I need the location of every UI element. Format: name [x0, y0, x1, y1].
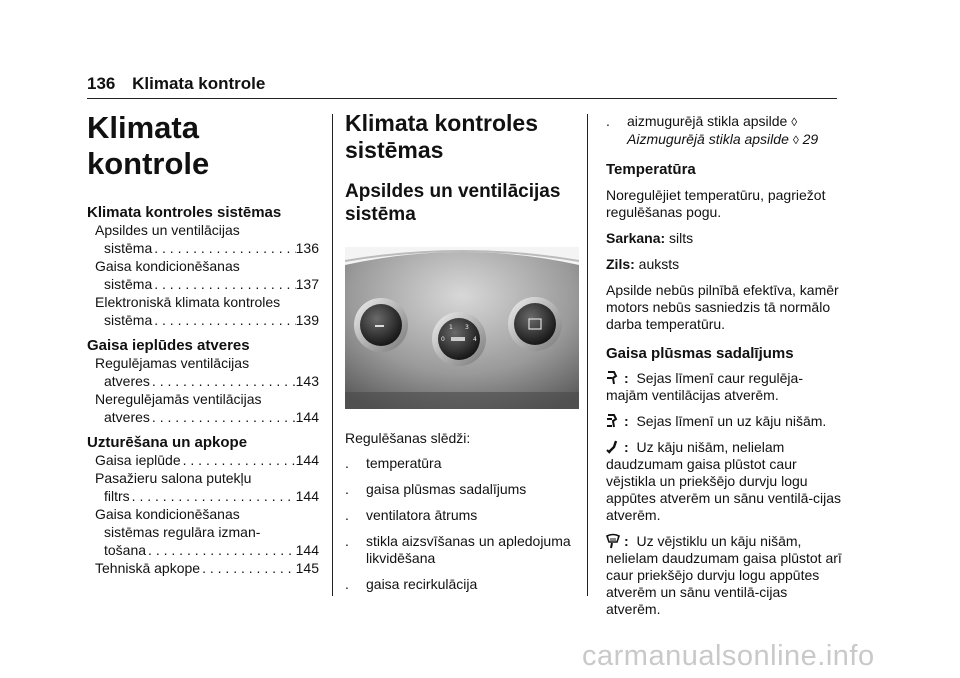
toc-column	[87, 110, 319, 577]
toc-entry[interactable]: Gaisa kondicionēšanas sistēmas regulāra izman- tošana . . . 144	[87, 505, 319, 559]
toc-entry[interactable]: Apsildes un ventilācijas sistēma . . . 136	[87, 221, 319, 257]
toc-heading: Gaisa ieplūdes atveres	[87, 337, 250, 354]
heat-note: Apsilde nebūs pilnībā efektīva, kamēr motors nebūs sasniedzis tā normālo darba temperatūru.	[606, 282, 839, 332]
content-column-middle	[345, 110, 580, 226]
vent-face-feet-icon	[606, 413, 620, 429]
toc-entry[interactable]: Gaisa ieplūde . . . 144	[87, 451, 319, 469]
toc-entry[interactable]: Elektroniskā klimata kontroles sistēma . . . 139	[87, 293, 319, 329]
mode-face-feet: : Sejas līmenī un uz kāju nišām.	[606, 413, 842, 430]
toc-entry[interactable]: Neregulējamās ventilācijas atveres . . . 144	[87, 390, 319, 426]
watermark: carmanualsonline.info	[582, 640, 875, 672]
list-item: . stikla aizsvīšanas un apledojuma likvidēšana	[345, 533, 571, 566]
controls-list	[345, 430, 580, 593]
section-title: Klimata kontroles sistēmas	[345, 110, 538, 163]
vent-defrost-feet-icon	[606, 533, 620, 549]
blue-setting: Zils: auksts	[606, 256, 680, 272]
mode-defrost-feet: : Uz vējstiklu un kāju nišām, nelielam daudzumam gaisa plūstot arī caur priekšējo durvju logu appūtes atverēm un sānu ventilā-cijas atverēm.	[606, 533, 842, 617]
distribution-heading: Gaisa plūsmas sadalījums	[606, 345, 794, 362]
header-rule	[87, 98, 837, 99]
toc-entry[interactable]: Gaisa kondicionēšanas sistēma . . . 137	[87, 257, 319, 293]
svg-text:0: 0	[441, 336, 445, 343]
list-item: . temperatūra	[345, 455, 442, 471]
running-header	[87, 74, 265, 94]
temperature-text: Noregulējiet temperatūru, pagriežot regulēšanas pogu.	[606, 187, 826, 220]
red-setting: Sarkana: silts	[606, 230, 694, 246]
vent-feet-icon	[606, 439, 620, 455]
list-item: . gaisa plūsmas sadalījums	[345, 481, 527, 497]
climate-control-panel-photo	[345, 247, 579, 409]
content-column-right	[606, 113, 842, 618]
list-item: . gaisa recirkulācija	[345, 576, 478, 592]
running-title: Klimata kontrole	[132, 74, 266, 93]
svg-text:1: 1	[449, 324, 453, 331]
toc-entry[interactable]: Pasažieru salona putekļu filtrs . . . 144	[87, 469, 319, 505]
mode-face: : Sejas līmenī caur regulēja-majām ventilācijas atverēm.	[606, 370, 803, 403]
cross-ref-link[interactable]: Aizmugurējā stikla apsilde ◊ 29	[627, 131, 819, 147]
chapter-title: Klimata kontrole	[87, 110, 210, 181]
column-divider-left	[332, 114, 333, 596]
page-number: 136	[87, 74, 116, 93]
temperature-heading: Temperatūra	[606, 161, 696, 178]
cross-ref-icon: ◊	[791, 115, 798, 129]
list-item: . ventilatora ātrums	[345, 507, 478, 523]
column-divider-right	[587, 114, 588, 596]
vent-face-icon	[606, 370, 620, 386]
toc-heading: Klimata kontroles sistēmas	[87, 204, 282, 221]
controls-caption: Regulēšanas slēdži:	[345, 430, 471, 446]
toc-heading: Uzturēšana un apkope	[87, 434, 248, 451]
svg-text:3: 3	[465, 324, 469, 331]
toc-entry[interactable]: Regulējamas ventilācijas atveres . . . 143	[87, 354, 319, 390]
mode-feet: : Uz kāju nišām, nelielam daudzumam gaisa plūstot caur vējstikla un priekšējo durvju logu appūtes atverēm un sānu ventilā-cijas atverēm.	[606, 439, 842, 523]
toc-entry[interactable]: Tehniskā apkope . . . 145	[87, 559, 319, 577]
subsection-title: Apsildes un ventilācijas sistēma	[345, 181, 561, 225]
list-item: . aizmugurējā stikla apsilde ◊ Aizmugurējā stikla apsilde ◊ 29	[606, 113, 819, 147]
svg-text:4: 4	[473, 336, 477, 343]
